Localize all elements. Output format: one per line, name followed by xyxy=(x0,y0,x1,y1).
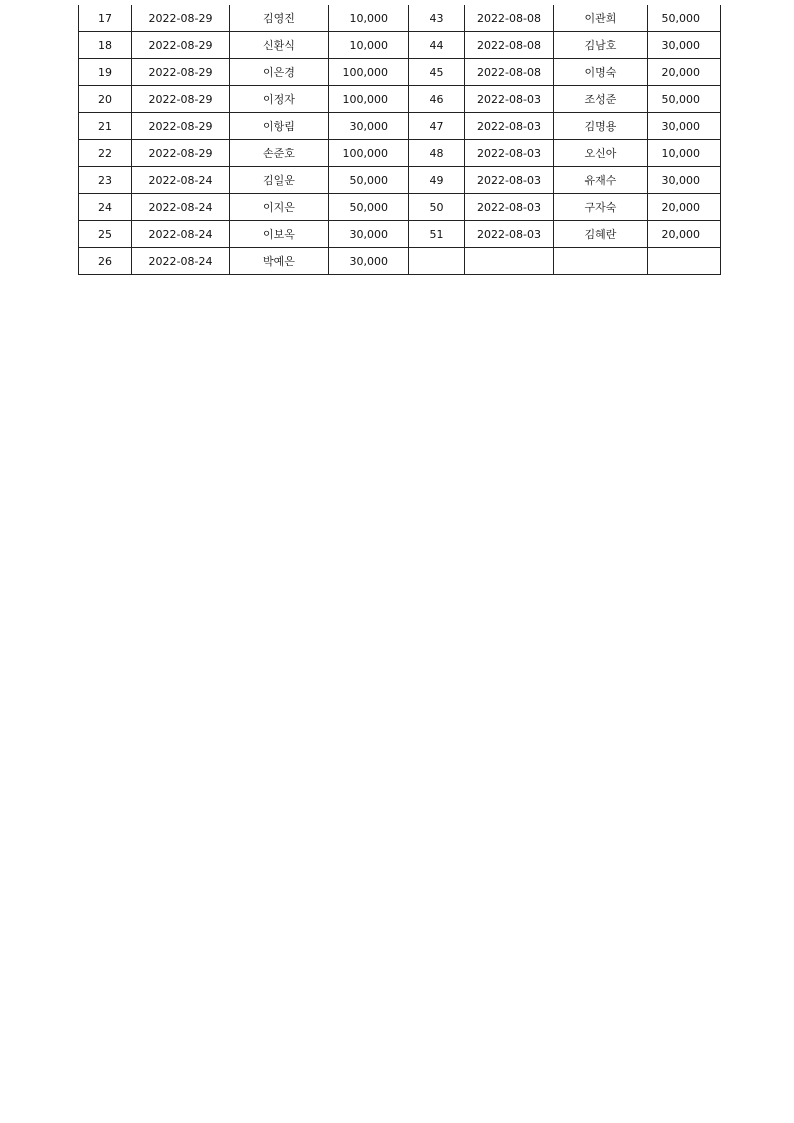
table-row xyxy=(79,59,721,86)
amount-cell: 10,000 xyxy=(329,32,409,59)
date-cell: 2022-08-29 xyxy=(132,59,230,86)
date-cell: 2022-08-03 xyxy=(465,86,554,113)
amount-cell: 30,000 xyxy=(329,221,409,248)
row-number-cell: 48 xyxy=(409,140,465,167)
amount-cell: 50,000 xyxy=(329,194,409,221)
donor-name-cell: 김영진 xyxy=(230,5,329,32)
date-cell: 2022-08-08 xyxy=(465,5,554,32)
date-cell: 2022-08-03 xyxy=(465,113,554,140)
row-number-cell: 50 xyxy=(409,194,465,221)
row-number-cell: 23 xyxy=(79,167,132,194)
donor-name-cell xyxy=(554,248,648,275)
row-number-cell: 26 xyxy=(79,248,132,275)
donor-name-cell: 김혜란 xyxy=(554,221,648,248)
date-cell: 2022-08-03 xyxy=(465,194,554,221)
row-number-cell: 46 xyxy=(409,86,465,113)
amount-cell: 20,000 xyxy=(648,194,721,221)
amount-cell: 30,000 xyxy=(648,113,721,140)
amount-cell: 30,000 xyxy=(329,248,409,275)
donation-table xyxy=(78,5,721,275)
donor-name-cell: 유재수 xyxy=(554,167,648,194)
amount-cell: 50,000 xyxy=(648,86,721,113)
row-number-cell: 17 xyxy=(79,5,132,32)
table-row xyxy=(79,167,721,194)
date-cell: 2022-08-08 xyxy=(465,59,554,86)
table-row xyxy=(79,113,721,140)
donor-name-cell: 김명용 xyxy=(554,113,648,140)
amount-cell: 20,000 xyxy=(648,221,721,248)
amount-cell: 10,000 xyxy=(329,5,409,32)
donor-name-cell: 이정자 xyxy=(230,86,329,113)
donor-name-cell: 이보옥 xyxy=(230,221,329,248)
row-number-cell: 47 xyxy=(409,113,465,140)
table-body xyxy=(79,5,721,275)
table-row xyxy=(79,140,721,167)
date-cell: 2022-08-29 xyxy=(132,140,230,167)
row-number-cell: 21 xyxy=(79,113,132,140)
row-number-cell: 51 xyxy=(409,221,465,248)
amount-cell: 100,000 xyxy=(329,59,409,86)
date-cell: 2022-08-29 xyxy=(132,32,230,59)
date-cell: 2022-08-29 xyxy=(132,86,230,113)
donor-name-cell: 이항림 xyxy=(230,113,329,140)
table-row xyxy=(79,248,721,275)
donor-name-cell: 박예은 xyxy=(230,248,329,275)
donor-name-cell: 이지은 xyxy=(230,194,329,221)
row-number-cell: 24 xyxy=(79,194,132,221)
donor-name-cell: 김남호 xyxy=(554,32,648,59)
row-number-cell: 18 xyxy=(79,32,132,59)
date-cell: 2022-08-03 xyxy=(465,140,554,167)
row-number-cell: 20 xyxy=(79,86,132,113)
donor-name-cell: 이은경 xyxy=(230,59,329,86)
table-row xyxy=(79,221,721,248)
row-number-cell: 25 xyxy=(79,221,132,248)
row-number-cell: 22 xyxy=(79,140,132,167)
table-row xyxy=(79,32,721,59)
donor-name-cell: 손준호 xyxy=(230,140,329,167)
donor-name-cell: 구자숙 xyxy=(554,194,648,221)
date-cell: 2022-08-24 xyxy=(132,194,230,221)
donor-name-cell: 조성준 xyxy=(554,86,648,113)
donor-name-cell: 김일운 xyxy=(230,167,329,194)
row-number-cell: 43 xyxy=(409,5,465,32)
date-cell: 2022-08-08 xyxy=(465,32,554,59)
table-row xyxy=(79,5,721,32)
row-number-cell: 19 xyxy=(79,59,132,86)
date-cell: 2022-08-03 xyxy=(465,221,554,248)
amount-cell: 10,000 xyxy=(648,140,721,167)
donor-name-cell: 신환식 xyxy=(230,32,329,59)
date-cell: 2022-08-29 xyxy=(132,113,230,140)
date-cell: 2022-08-29 xyxy=(132,5,230,32)
row-number-cell: 44 xyxy=(409,32,465,59)
donor-name-cell: 이명숙 xyxy=(554,59,648,86)
donor-name-cell: 오신아 xyxy=(554,140,648,167)
date-cell: 2022-08-24 xyxy=(132,167,230,194)
row-number-cell: 49 xyxy=(409,167,465,194)
donor-name-cell: 이관희 xyxy=(554,5,648,32)
amount-cell xyxy=(648,248,721,275)
date-cell xyxy=(465,248,554,275)
amount-cell: 30,000 xyxy=(648,167,721,194)
row-number-cell: 45 xyxy=(409,59,465,86)
amount-cell: 100,000 xyxy=(329,140,409,167)
date-cell: 2022-08-24 xyxy=(132,248,230,275)
amount-cell: 100,000 xyxy=(329,86,409,113)
table-row xyxy=(79,194,721,221)
date-cell: 2022-08-03 xyxy=(465,167,554,194)
row-number-cell xyxy=(409,248,465,275)
date-cell: 2022-08-24 xyxy=(132,221,230,248)
amount-cell: 20,000 xyxy=(648,59,721,86)
amount-cell: 30,000 xyxy=(329,113,409,140)
amount-cell: 30,000 xyxy=(648,32,721,59)
table-row xyxy=(79,86,721,113)
amount-cell: 50,000 xyxy=(329,167,409,194)
amount-cell: 50,000 xyxy=(648,5,721,32)
